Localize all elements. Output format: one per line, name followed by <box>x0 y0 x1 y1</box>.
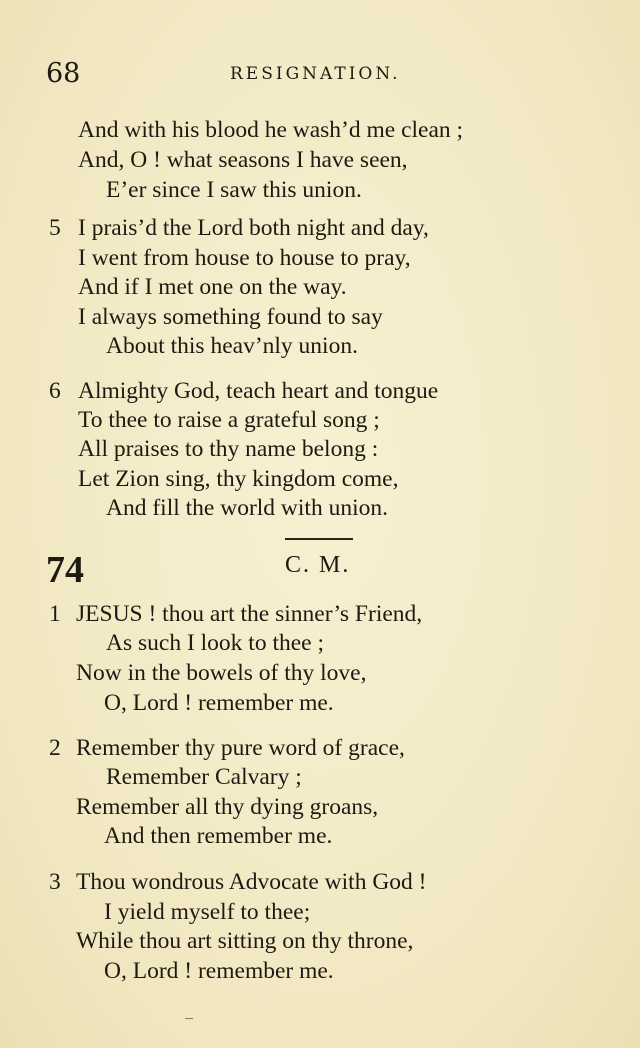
verse-line: Let Zion sing, thy kingdom come, <box>78 466 399 492</box>
verse-line: I yield myself to thee; <box>104 899 311 925</box>
verse-line: Almighty God, teach heart and tongue <box>78 378 439 404</box>
hymn-number: 74 <box>46 549 84 591</box>
verse-line: Now in the bowels of thy love, <box>76 660 367 686</box>
section-divider <box>285 538 353 540</box>
verse-line: JESUS ! thou art the sinner’s Friend, <box>76 601 423 627</box>
page-header <box>0 58 640 92</box>
print-mark <box>185 1018 193 1019</box>
verse-line: While thou art sitting on thy throne, <box>76 928 414 954</box>
verse-line: About this heav’nly union. <box>106 333 358 359</box>
verse-line: Thou wondrous Advocate with God ! <box>76 869 427 895</box>
stanza-number: 2 <box>49 735 61 761</box>
verse-line: And fill the world with union. <box>106 495 388 521</box>
verse-line: As such I look to thee ; <box>106 630 324 656</box>
verse-line: O, Lord ! remember me. <box>104 958 334 984</box>
stanza-number: 6 <box>49 378 61 404</box>
stanza-number: 5 <box>49 215 61 241</box>
verse-line: I went from house to house to pray, <box>78 245 411 271</box>
verse-line: O, Lord ! remember me. <box>104 690 334 716</box>
verse-line: E’er since I saw this union. <box>106 177 362 203</box>
verse-line: Remember all thy dying groans, <box>76 794 379 820</box>
stanza-number: 1 <box>49 601 61 627</box>
verse-line: And, O ! what seasons I have seen, <box>78 147 408 173</box>
page-number: 68 <box>46 58 81 89</box>
verse-line: And if I met one on the way. <box>78 274 347 300</box>
verse-line: Remember Calvary ; <box>106 764 302 790</box>
stanza-number: 3 <box>49 869 61 895</box>
verse-line: I prais’d the Lord both night and day, <box>78 215 429 241</box>
verse-line: I always something found to say <box>78 304 383 330</box>
verse-line: All praises to thy name belong : <box>78 436 379 462</box>
verse-line: Remember thy pure word of grace, <box>76 735 405 761</box>
verse-line: And then remember me. <box>104 823 333 849</box>
verse-line: And with his blood he wash’d me clean ; <box>78 117 464 143</box>
verse-line: To thee to raise a grateful song ; <box>78 407 380 433</box>
running-title: RESIGNATION. <box>230 64 401 84</box>
hymn-meter: C. M. <box>285 552 351 578</box>
